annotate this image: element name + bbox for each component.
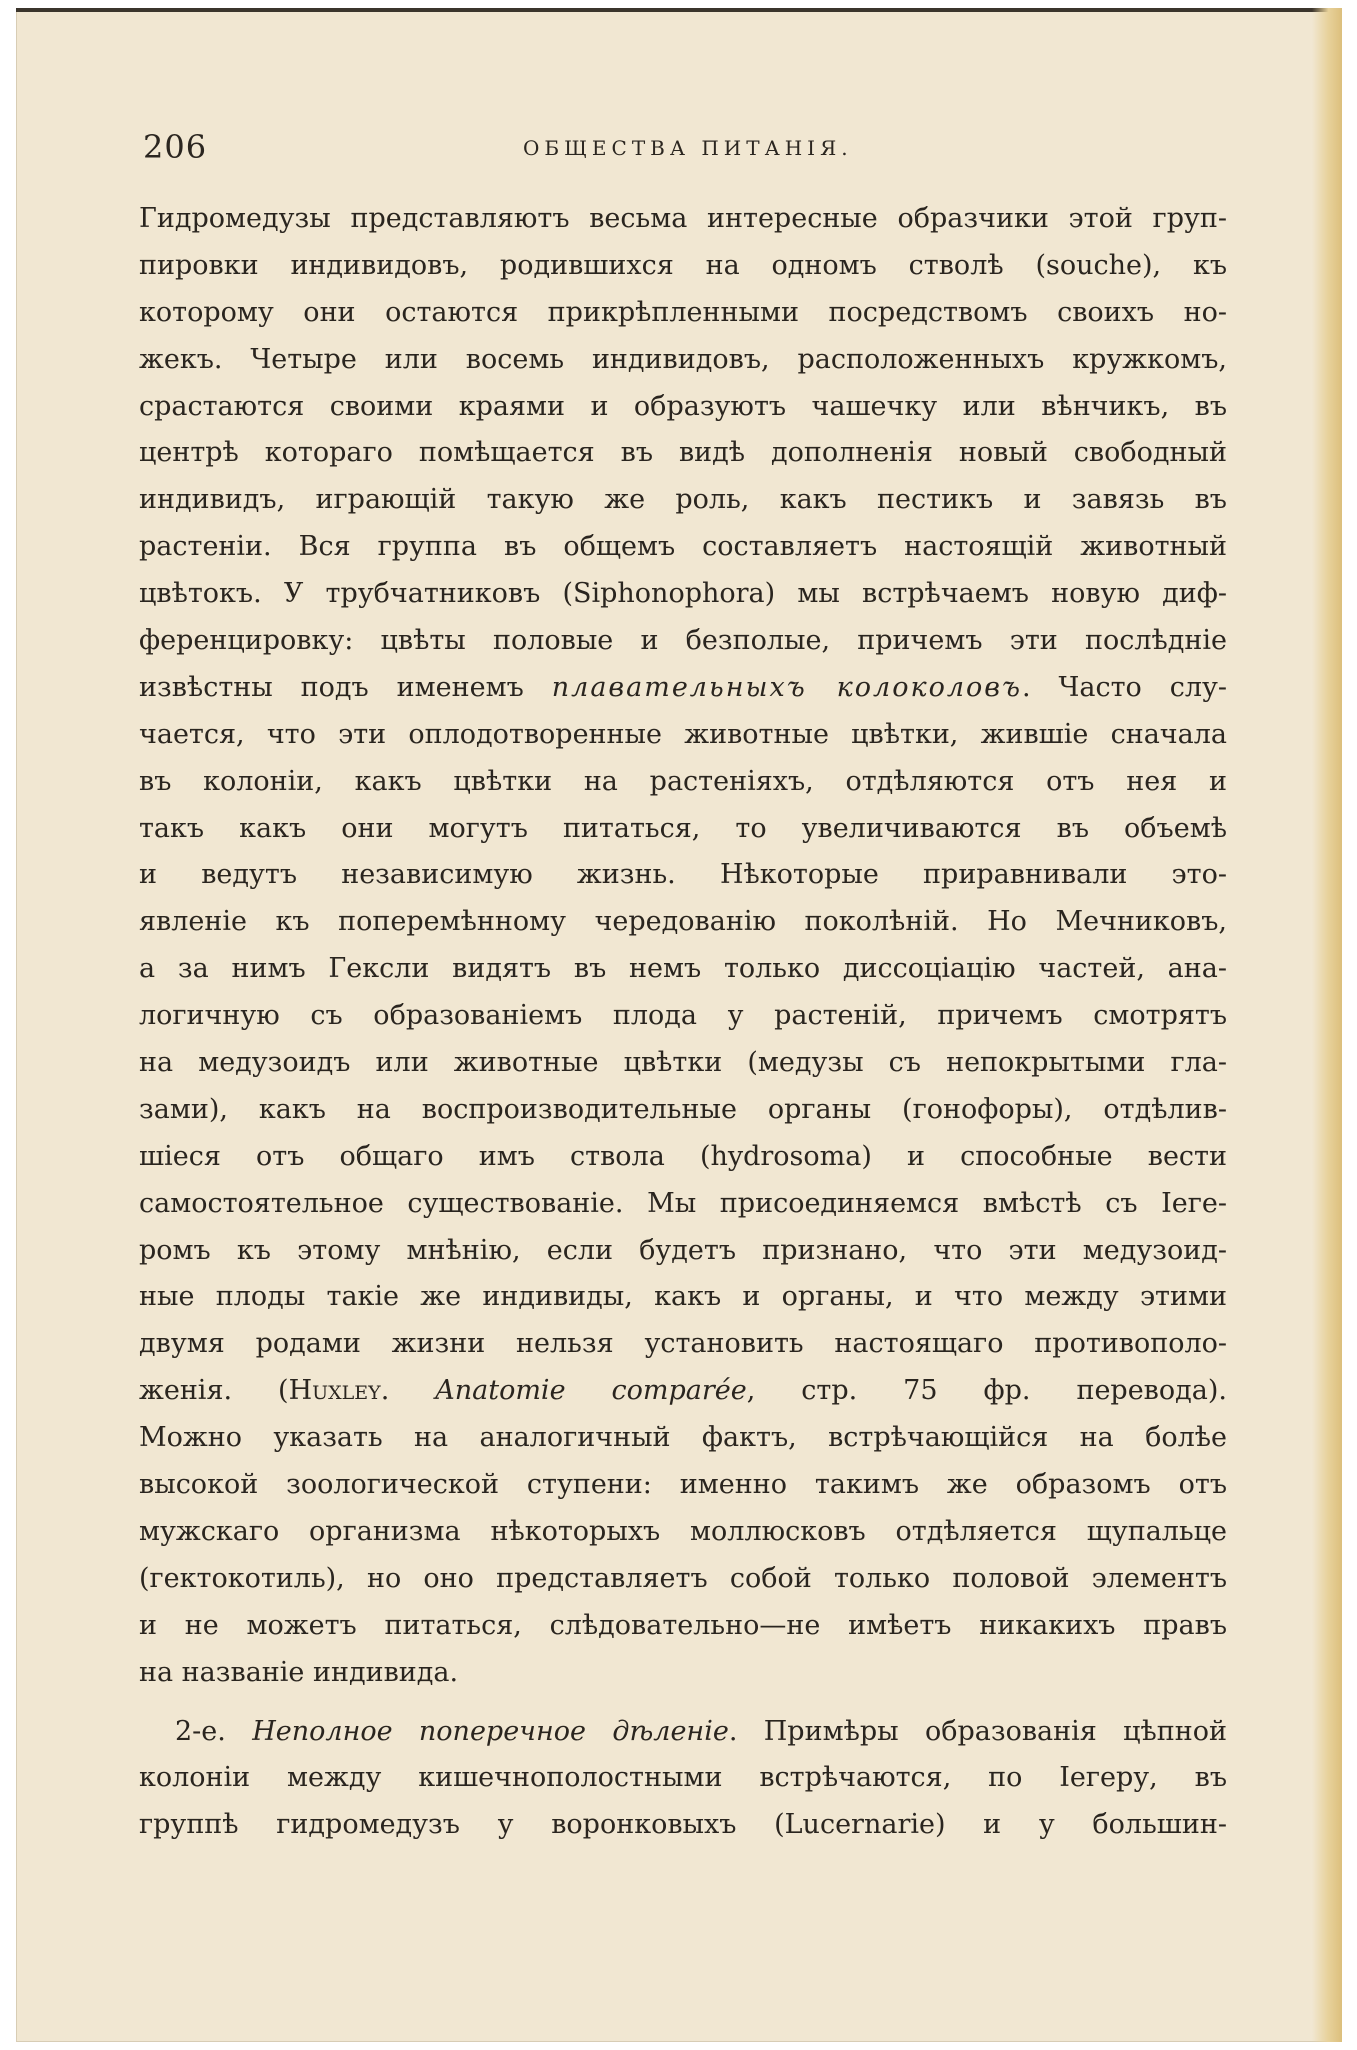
text-line: группѣ гидромедузъ у воронковыхъ (Lucernarie) и у большин- bbox=[139, 1809, 1227, 1841]
text-line: на названіе индивида. bbox=[139, 1656, 459, 1688]
section-heading: Неполное поперечное дѣленіе bbox=[252, 1715, 729, 1747]
text-line: логичную съ образованіемъ плода у растеній, причемъ смотрятъ bbox=[139, 1000, 1227, 1032]
text-line: центрѣ котораго помѣщается въ видѣ дополненія новый свободный bbox=[139, 437, 1227, 469]
text-line: колоніи между кишечнополостными встрѣчаются, по Іегеру, въ bbox=[139, 1762, 1227, 1794]
running-title: ОБЩЕСТВА ПИТАНІЯ. bbox=[523, 136, 853, 160]
text-line: ные плоды такіе же индивиды, какъ и органы, и что между этими bbox=[139, 1281, 1227, 1313]
text-line: и ведутъ независимую жизнь. Нѣкоторые приравнивали это- bbox=[139, 859, 1227, 891]
text-line: срастаются своими краями и образуютъ чашечку или вѣнчикъ, въ bbox=[139, 390, 1227, 422]
text-line: (гектокотиль), но оно представляетъ собой только половой элементъ bbox=[139, 1562, 1227, 1594]
text-line: самостоятельное существованіе. Мы присоединяемся вмѣстѣ съ Іеге- bbox=[139, 1187, 1227, 1219]
text-line: ференцировку: цвѣты половые и безполые, причемъ эти послѣдніе bbox=[139, 625, 1227, 657]
body-text bbox=[139, 196, 1227, 1849]
text-line: и не можетъ питаться, слѣдовательно—не имѣетъ никакихъ правъ bbox=[139, 1609, 1227, 1641]
text-line: высокой зоологической ступени: именно такимъ же образомъ отъ bbox=[139, 1469, 1227, 1501]
text-line: въ колоніи, какъ цвѣтки на растеніяхъ, отдѣляются отъ нея и bbox=[139, 765, 1227, 797]
page-number: 206 bbox=[143, 128, 208, 166]
text-line: такъ какъ они могутъ питаться, то увеличиваются въ объемѣ bbox=[139, 812, 1227, 844]
text-line: жекъ. Четыре или восемь индивидовъ, расположенныхъ кружкомъ, bbox=[139, 343, 1227, 375]
text-line: зами), какъ на воспроизводительные органы (гонофоры), отдѣлив- bbox=[139, 1093, 1227, 1125]
text-line: 2-е. Неполное поперечное дѣленіе. Примѣры образованія цѣпной bbox=[175, 1715, 1227, 1747]
author-name: Huxley bbox=[288, 1375, 381, 1407]
text-line: женія. (Huxley. Anatomie comparée, стр. 75 фр. перевода). bbox=[139, 1375, 1227, 1407]
text-line: растеніи. Вся группа въ общемъ составляетъ настоящій животный bbox=[139, 531, 1227, 563]
text-line: цвѣтокъ. У трубчатниковъ (Siphonophora) мы встрѣчаемъ новую диф- bbox=[139, 578, 1227, 610]
page-header bbox=[143, 128, 1223, 168]
text-line: на медузоидъ или животные цвѣтки (медузы съ непокрытыми гла- bbox=[139, 1047, 1227, 1079]
book-title: Anatomie comparée bbox=[435, 1375, 747, 1407]
text-line: мужскаго организма нѣкоторыхъ моллюсковъ отдѣляется щупальце bbox=[139, 1515, 1227, 1547]
text-line: ромъ къ этому мнѣнію, если будетъ признано, что эти медузоид- bbox=[139, 1234, 1227, 1266]
text-line: а за нимъ Гексли видятъ въ немъ только диссоціацію частей, ана- bbox=[139, 953, 1227, 985]
text-line: извѣстны подъ именемъ плавательныхъ колоколовъ. Часто слу- bbox=[139, 671, 1227, 703]
text-line: явленіе къ поперемѣнному чередованію поколѣній. Но Мечниковъ, bbox=[139, 906, 1227, 938]
text-line: пировки индивидовъ, родившихся на одномъ стволѣ (souche), къ bbox=[139, 249, 1227, 281]
italic-term: плавательныхъ колоколовъ bbox=[551, 671, 1022, 703]
text-line: Можно указать на аналогичный фактъ, встрѣчающійся на болѣе bbox=[139, 1422, 1227, 1454]
page-top-edge bbox=[16, 8, 1342, 12]
text-line: шіеся отъ общаго имъ ствола (hydrosoma) и способные вести bbox=[139, 1140, 1227, 1172]
text-line: индивидъ, играющій такую же роль, какъ пестикъ и завязь въ bbox=[139, 484, 1227, 516]
page-right-edge bbox=[1312, 8, 1342, 2042]
text-line: которому они остаются прикрѣпленными посредствомъ своихъ но- bbox=[139, 296, 1227, 328]
text-line: Гидромедузы представляютъ весьма интересные образчики этой груп- bbox=[139, 203, 1227, 234]
text-line: чается, что эти оплодотворенные животные цвѣтки, жившіе сначала bbox=[139, 718, 1227, 750]
text-line: двумя родами жизни нельзя установить настоящаго противополо- bbox=[139, 1328, 1227, 1360]
